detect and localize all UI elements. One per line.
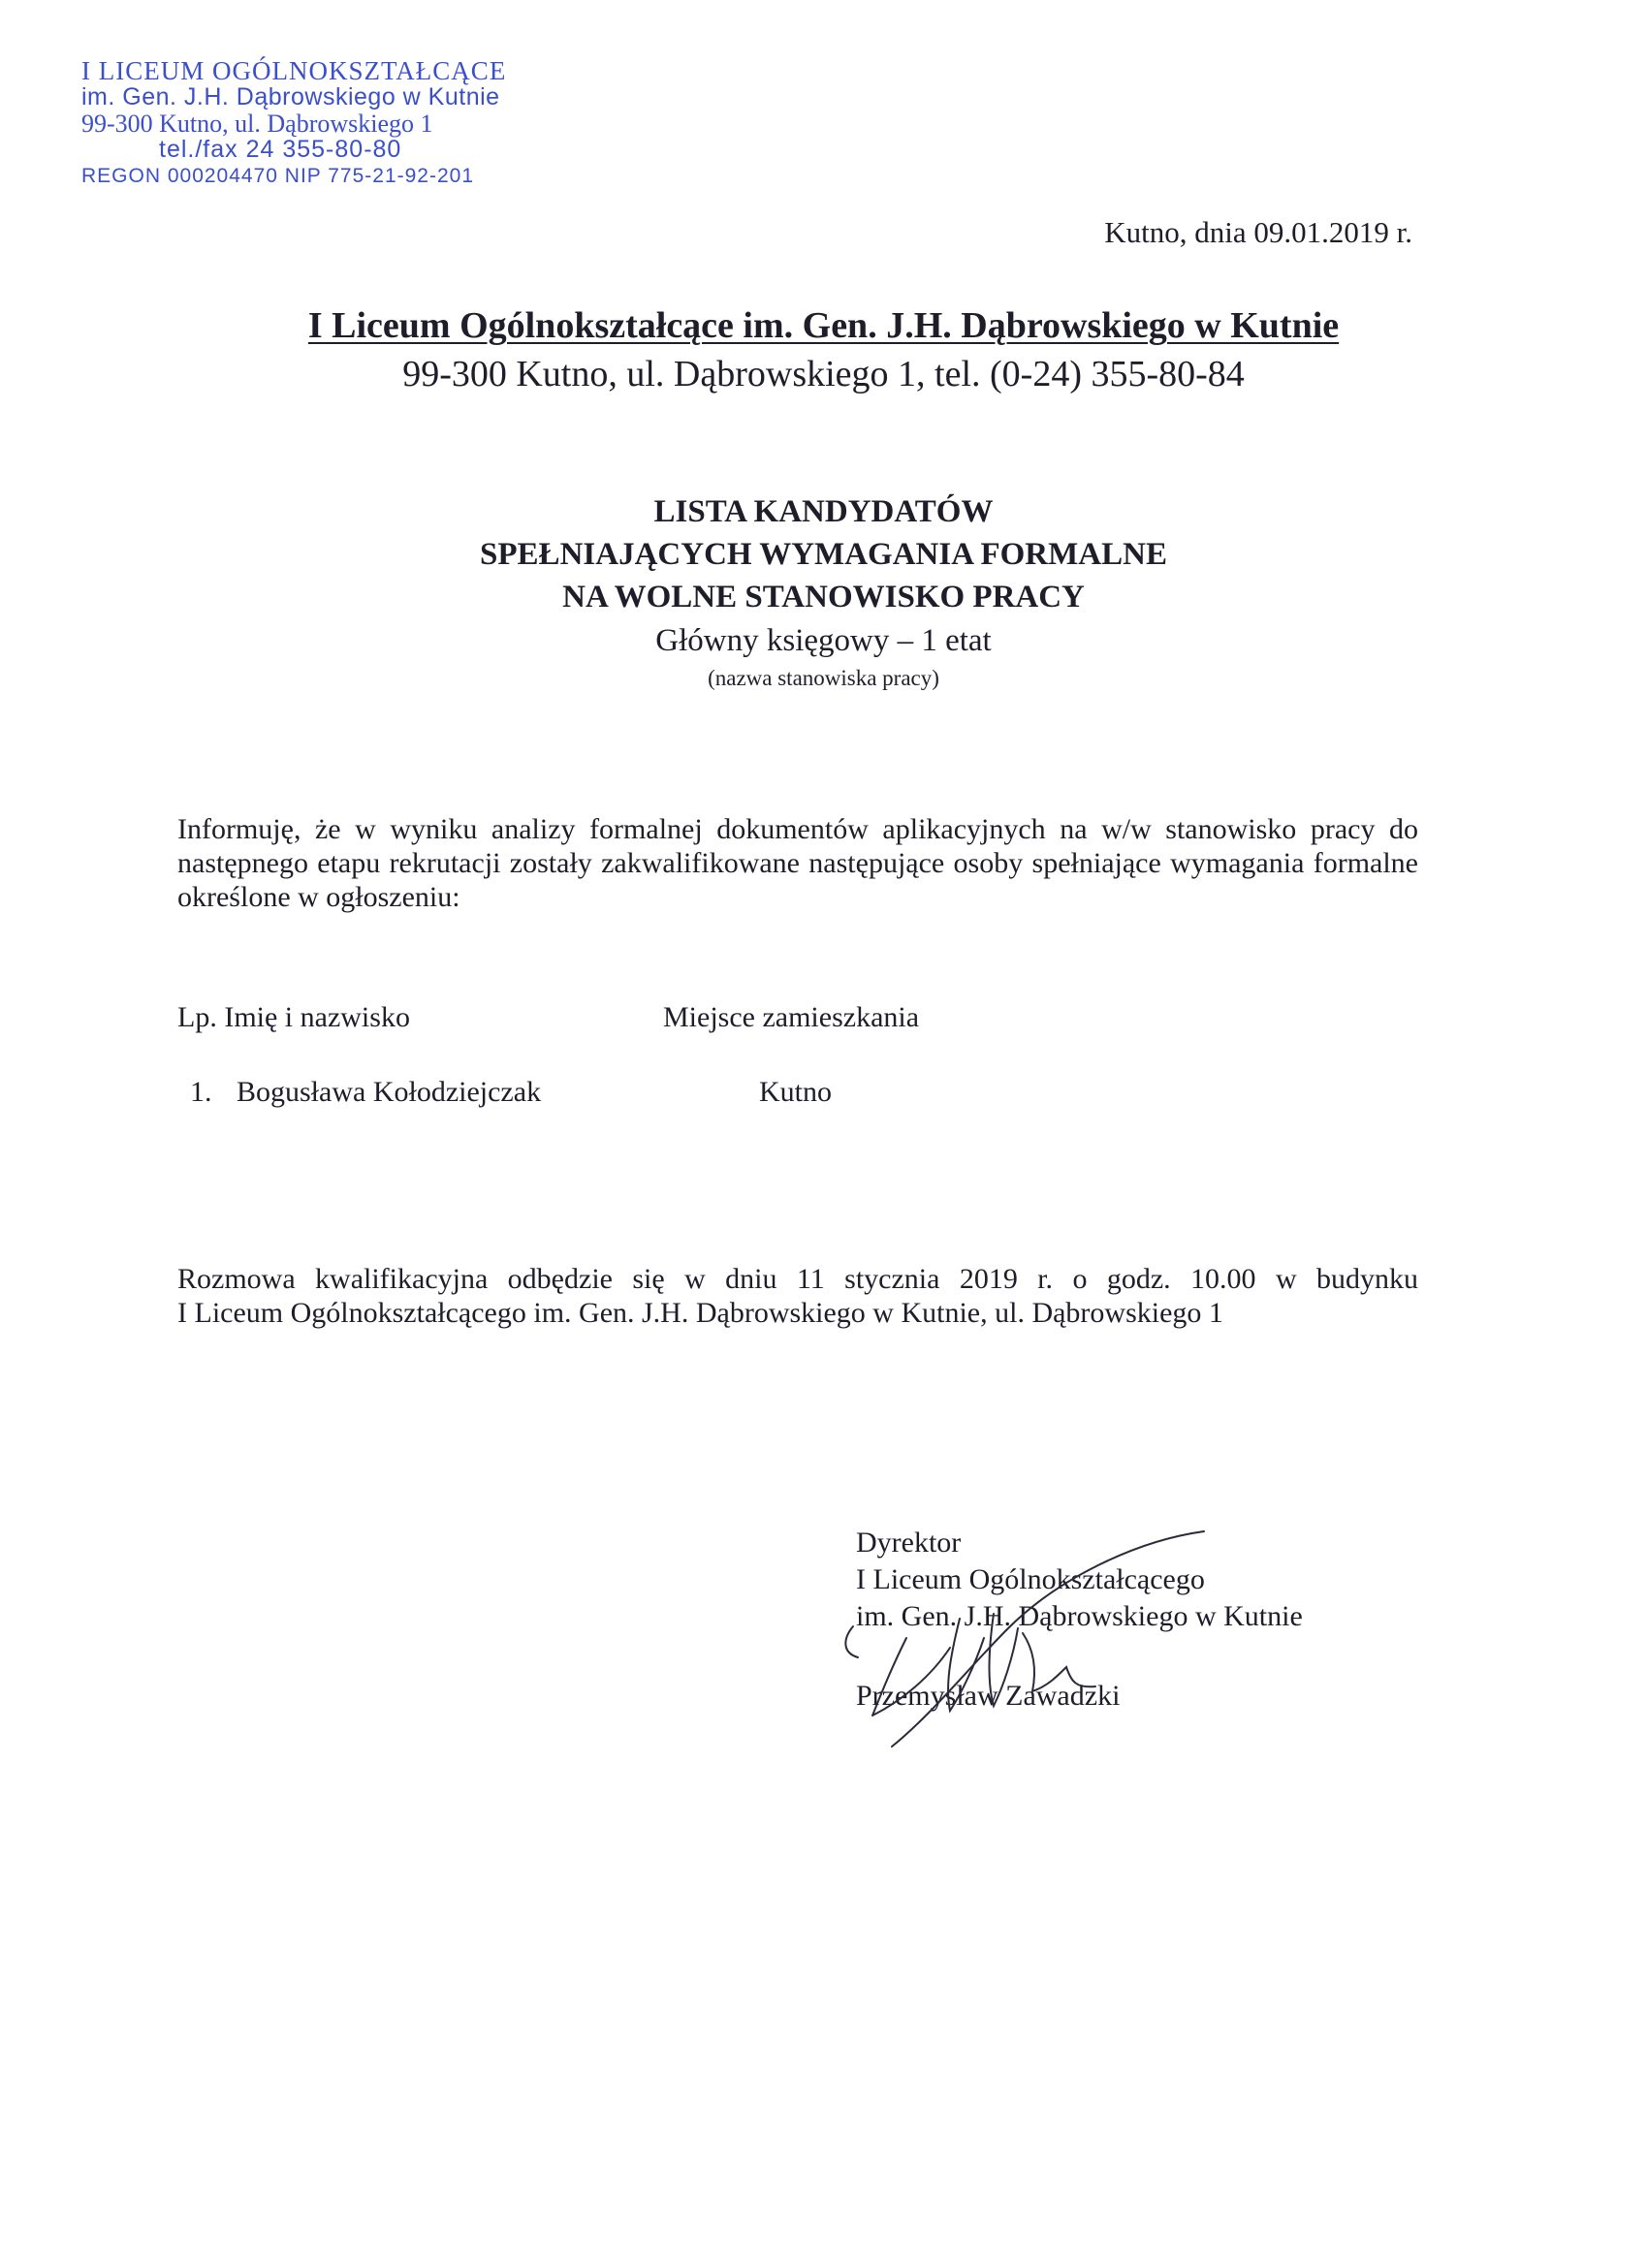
signature-stroke [989, 1614, 1018, 1706]
meeting-line-1: Rozmowa kwalifikacyjna odbędzie się w dniu 11 stycznia 2019 r. o godz. 10.00 w budynku [177, 1263, 1418, 1295]
stamp-line-1: I LICEUM OGÓLNOKSZTAŁCĄCE [81, 56, 507, 85]
heading-line-2: SPEŁNIAJĄCYCH WYMAGANIA FORMALNE [480, 537, 1167, 572]
position-name: Główny księgowy – 1 etat [655, 623, 992, 658]
signature-stroke [948, 1619, 984, 1711]
document-date: Kutno, dnia 09.01.2019 r. [1104, 215, 1412, 249]
stamp-line-2: im. Gen. J.H. Dąbrowskiego w Kutnie [81, 83, 500, 110]
candidate-lp: 1. [190, 1076, 212, 1108]
document-heading [0, 490, 1647, 694]
heading-line-1: LISTA KANDYDATÓW [653, 494, 994, 529]
candidate-place: Kutno [759, 1076, 832, 1108]
signatory-institution: I Liceum Ogólnokształcącego [856, 1563, 1205, 1595]
signatory-name: Przemysław Zawadzki [856, 1680, 1121, 1712]
stamp-line-3: 99-300 Kutno, ul. Dąbrowskiego 1 [81, 110, 433, 138]
signatory-institution-2: im. Gen. J.H. Dąbrowskiego w Kutnie [856, 1600, 1303, 1632]
column-header-lp-name: Lp. Imię i nazwisko [177, 1001, 410, 1033]
stamp-line-4: tel./fax 24 355-80-80 [159, 136, 402, 163]
school-name: I Liceum Ogólnokształcące im. Gen. J.H. Dąbrowskiego w Kutnie [307, 305, 1340, 346]
school-address: 99-300 Kutno, ul. Dąbrowskiego 1, tel. (0-24) 355-80-84 [402, 354, 1245, 394]
info-text: Informuję, że w wyniku analizy formalnej dokumentów aplikacyjnych na w/w stanowisko pracy do następnego etapu rekrutacji zostały zakwalifikowane następujące osoby spełniające wymagania formalne określone w ogłoszeniu: [177, 813, 1418, 913]
meeting-line-2: I Liceum Ogólnokształcącego im. Gen. J.H. Dąbrowskiego w Kutnie, ul. Dąbrowskiego 1 [177, 1297, 1223, 1329]
signature-stroke [1023, 1633, 1095, 1691]
column-header-place: Miejsce zamieszkania [663, 1001, 920, 1033]
stamp-line-5: REGON 000204470 NIP 775-21-92-201 [81, 165, 475, 187]
school-stamp [81, 58, 506, 189]
signature-stroke [845, 1626, 858, 1657]
info-paragraph [177, 812, 1418, 914]
candidate-name: Bogusława Kołodziejczak [237, 1076, 542, 1108]
meeting-info [177, 1262, 1418, 1330]
heading-line-3: NA WOLNE STANOWISKO PRACY [562, 580, 1085, 614]
position-hint: (nazwa stanowiska pracy) [708, 666, 939, 690]
signatory-title: Dyrektor [856, 1527, 962, 1559]
signature-stroke [892, 1531, 1204, 1747]
handwritten-signature [814, 1522, 1221, 1764]
